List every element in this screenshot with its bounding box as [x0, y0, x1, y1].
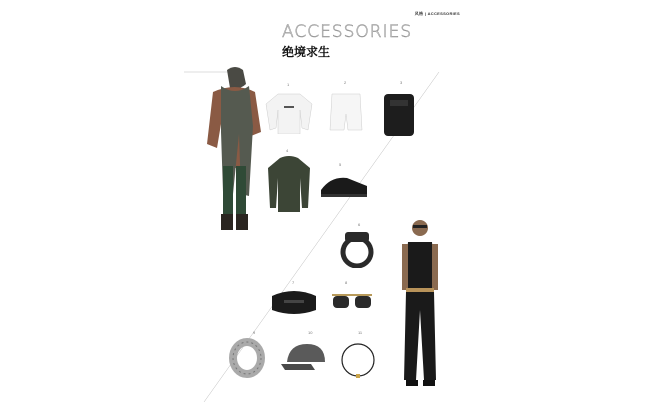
grey-cap-image	[279, 342, 329, 376]
section-tag: 风格 | ACCESSORIES	[414, 11, 460, 16]
magazine-page	[184, 6, 466, 402]
black-backpack-image	[380, 90, 418, 140]
model-left-image	[199, 66, 271, 236]
black-waist-bag-image	[268, 286, 320, 316]
model-right-image	[390, 216, 450, 396]
page-title-cn: 绝境求生	[282, 45, 331, 59]
white-sweatshirt-image	[264, 92, 314, 134]
item-number: 10	[308, 330, 313, 335]
item-number: 8	[345, 280, 348, 285]
item-number: 5	[339, 162, 342, 167]
white-shorts-image	[326, 92, 366, 134]
black-sneakers-image	[317, 172, 371, 200]
item-number: 11	[358, 330, 363, 335]
sunglasses-image	[330, 292, 374, 312]
cord-necklace-image	[337, 340, 379, 382]
item-number: 7	[292, 280, 295, 285]
item-number: 2	[344, 80, 347, 85]
silver-ring-image	[228, 338, 266, 380]
item-number: 1	[287, 82, 290, 87]
item-number: 4	[286, 148, 289, 153]
page-title-en: ACCESSORIES	[282, 22, 413, 42]
black-ring-image	[339, 230, 375, 268]
olive-jacket-image	[266, 156, 312, 214]
item-number: 3	[400, 80, 403, 85]
item-number: 6	[358, 222, 361, 227]
item-number: 9	[253, 330, 256, 335]
